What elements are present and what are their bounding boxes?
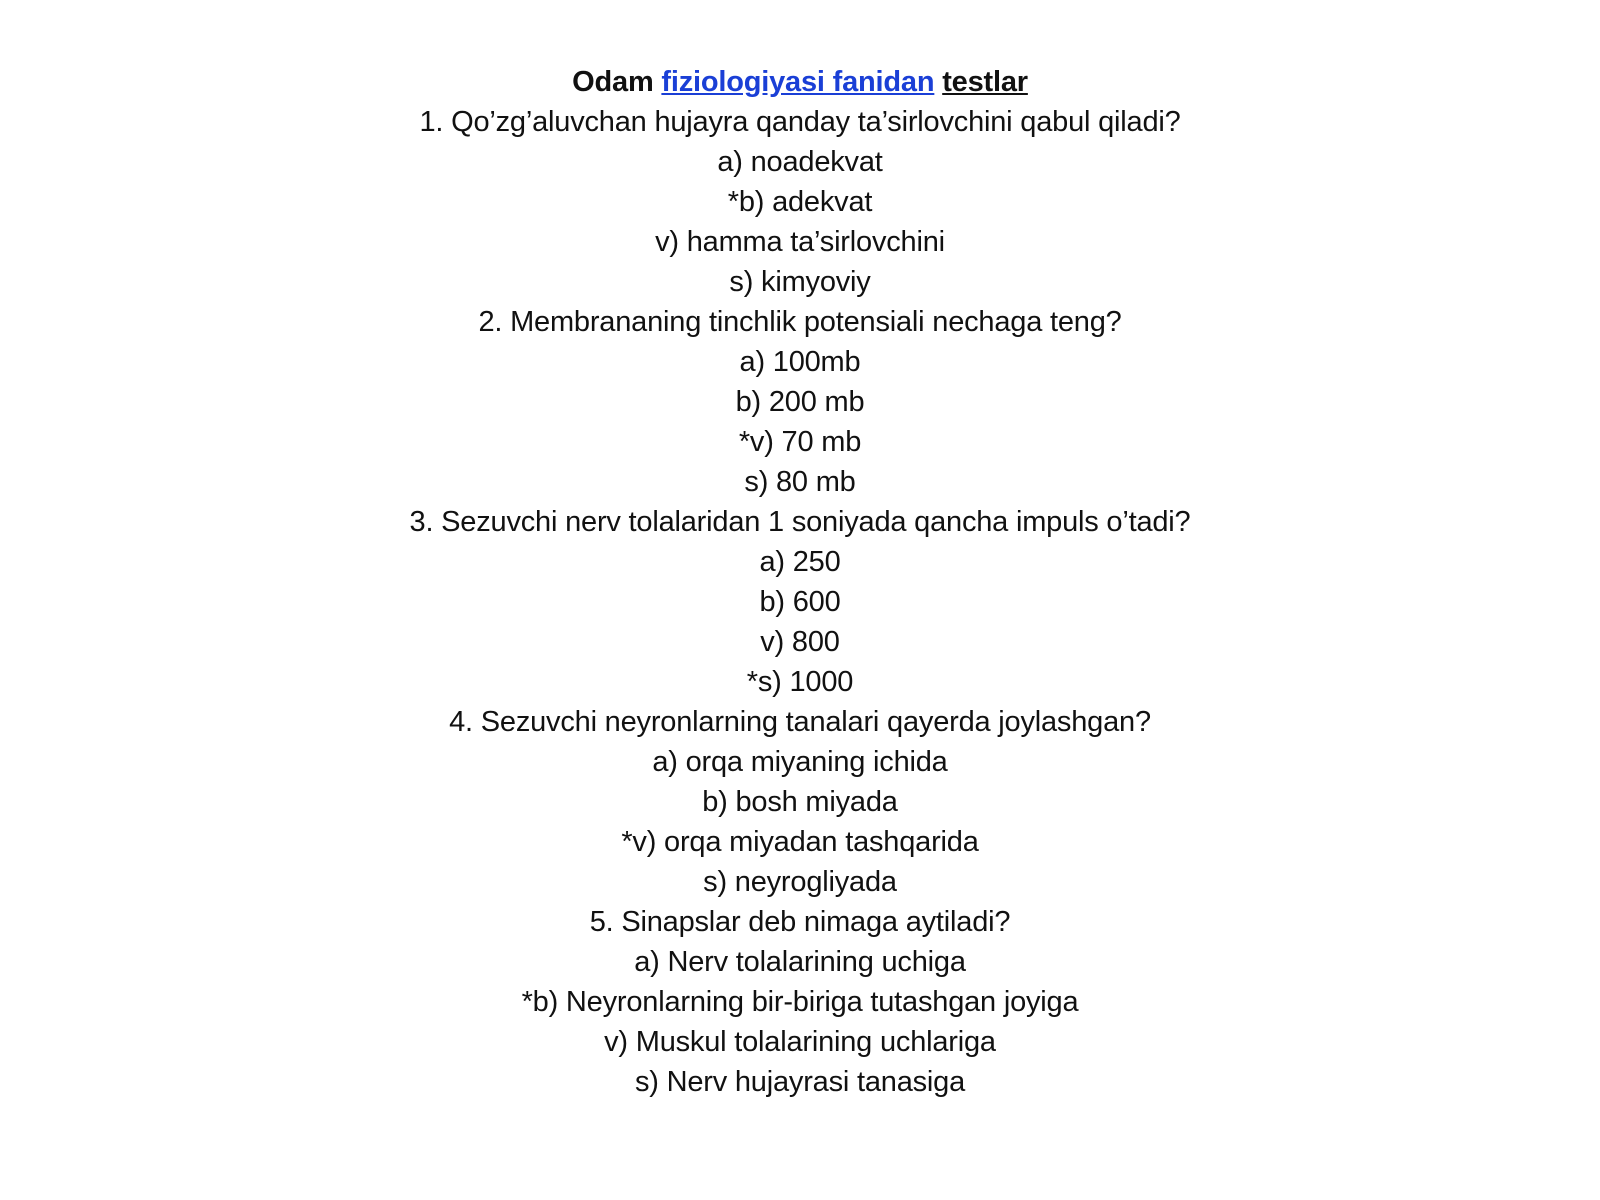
option: a) 250 <box>759 546 841 578</box>
option: b) bosh miyada <box>702 786 898 818</box>
question-4: 4. Sezuvchi neyronlarning tanalari qayerda joylashgan? <box>449 706 1151 738</box>
question-3: 3. Sezuvchi nerv tolalaridan 1 soniyada qancha impuls o’tadi? <box>409 506 1191 538</box>
option-correct: *s) 1000 <box>746 666 854 698</box>
option: v) Muskul tolalarining uchlariga <box>604 1026 996 1058</box>
option: a) 100mb <box>739 346 861 378</box>
option-correct: *v) 70 mb <box>738 426 862 458</box>
option: v) hamma ta’sirlovchini <box>655 226 945 258</box>
title-tail: testlar <box>942 66 1028 98</box>
option-correct: *v) orqa miyadan tashqarida <box>621 826 979 858</box>
title-link[interactable]: fiziologiyasi fanidan <box>661 66 935 98</box>
option: a) Nerv tolalarining uchiga <box>634 946 966 978</box>
option: a) noadekvat <box>717 146 883 178</box>
option: b) 600 <box>759 586 841 618</box>
question-5: 5. Sinapslar deb nimaga aytiladi? <box>589 906 1011 938</box>
option: v) 800 <box>760 626 840 658</box>
option: s) Nerv hujayrasi tanasiga <box>634 1066 966 1098</box>
option: s) neyrogliyada <box>703 866 897 898</box>
option: b) 200 mb <box>735 386 865 418</box>
question-2: 2. Membrananing tinchlik potensiali nechaga teng? <box>478 306 1122 338</box>
question-1: 1. Qo’zg’aluvchan hujayra qanday ta’sirlovchini qabul qiladi? <box>419 106 1181 138</box>
option: s) kimyoviy <box>729 266 871 298</box>
option: s) 80 mb <box>744 466 856 498</box>
title-word: Odam <box>572 66 654 98</box>
option: a) orqa miyaning ichida <box>652 746 948 778</box>
option-correct: *b) adekvat <box>727 186 873 218</box>
option-correct: *b) Neyronlarning bir-biriga tutashgan joyiga <box>521 986 1079 1018</box>
test-content <box>0 62 1600 1102</box>
page-title <box>0 62 1600 102</box>
